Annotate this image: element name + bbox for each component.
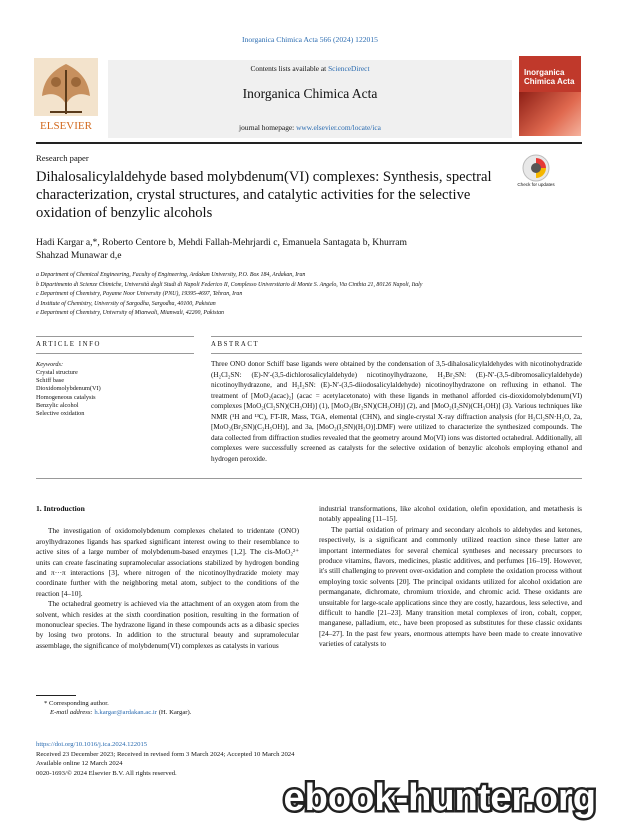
journal-homepage: journal homepage: www.elsevier.com/locate/ica: [239, 123, 381, 132]
article-info-rule-2: [36, 353, 194, 354]
watermark-text: ebook-hunter.org: [283, 777, 596, 819]
email-line: E-mail address: h.kargar@ardakan.ac.ir (H. Kargar).: [50, 709, 192, 716]
keyword: Benzylic alcohol: [36, 401, 79, 409]
journal-reference[interactable]: Inorganica Chimica Acta 566 (2024) 122015: [242, 35, 378, 44]
keyword: Crystal structure: [36, 369, 78, 376]
article-info-rule: [36, 336, 194, 337]
keywords-label: Keywords:: [36, 361, 64, 368]
received-dates: Received 23 December 2023; Received in revised form 3 March 2024; Accepted 10 March 2024: [36, 750, 295, 758]
abstract-rule-2: [211, 353, 582, 354]
paragraph-continued: industrial transformations, like alcohol oxidation, olefin epoxidation, and metathesis is notably appealing [11–15].: [319, 504, 582, 524]
authors-line-1[interactable]: Hadi Kargar a,*, Roberto Centore b, Mehdi Fallah-Mehrjardi c, Emanuela Santagata b, Khurram: [36, 237, 407, 248]
elsevier-logo: [30, 56, 102, 134]
elsevier-wordmark: ELSEVIER: [40, 120, 92, 132]
paragraph: The investigation of oxidomolybdenum complexes chelated to tridentate (ONO) aroylhydrazones ligands has sparked significant interest owing to their resemblance to active sites of a large number of molybdenum-based enzymes [1,2]. The cis-MoO₂²⁺ units can create fascinating supramolecular associations stabilized by hydrogen bonding and π···π interactions [3], where nitrogen of the nicotinoylhydrazide moiety may coordinate further with the neighboring metal atom, subject to the conditions of the reaction [4–10].: [36, 526, 299, 598]
abstract-heading: ABSTRACT: [211, 341, 260, 348]
keywords-list: [36, 369, 186, 418]
footnote: [36, 699, 306, 717]
copyright: 0020-1693/© 2024 Elsevier B.V. All rights reserved.: [36, 769, 177, 777]
cover-title-2: Chimica Acta: [524, 77, 575, 86]
authors-line-2[interactable]: Shahzad Munawar d,e: [36, 250, 122, 261]
watermark: [0, 766, 620, 827]
keyword: Selective oxidation: [36, 410, 85, 418]
article-title: Dihalosalicylaldehyde based molybdenum(VI) complexes: Synthesis, spectral characterization, crystal structures, and catalytic activities for the selective oxidation of benzylic alcohols: [36, 169, 492, 222]
header-divider: [36, 142, 582, 144]
article-type: Research paper: [36, 153, 89, 163]
body-column-left: [36, 504, 299, 651]
check-for-updates-icon[interactable]: [521, 153, 551, 183]
journal-title: Inorganica Chimica Acta: [242, 86, 378, 101]
affiliations: [36, 271, 596, 319]
abstract-rule: [211, 336, 582, 337]
keyword: Homogeneous catalysis: [36, 393, 96, 401]
paragraph: The octahedral geometry is achieved via the attachment of an oxygen atom from the solvent, which resides at the sixth coordination position, resulting in the formation of mononuclear species. The hydrazone ligand in these compounds acts as a dibasic species by losing two protons. In addition to the structural beauty and supramolecular assemblage, the significance of molybdenum(VI) complexes as catalysts in various: [36, 599, 299, 650]
section-heading-introduction: 1. Introduction: [36, 504, 85, 513]
paragraph: The partial oxidation of primary and secondary alcohols to aldehydes and ketones, respectively, is a significant and commonly utilized reaction since these latter are important intermediates for several chemical syntheses and necessary precursors to produce vitamins, flavors, medicines, plastic additives, and perfumes [16–19]. However, it's still challenging to prevent over-oxidation and complete the oxidation process without employing toxic solvents [20]. The principal oxidants utilized for alcohol oxidation are permanganate, dichromate, chromium trioxide, and chromic acid. These oxidants are unsuitable for large-scale applications since they are costly, hazardous, less selective, and difficult to handle [21–23]. Many transition metal complexes of iron, cobalt, copper, manganese, palladium, etc., have been proposed as substitutes for these classic oxidants [24–27]. In the past few years, enormous attempts have been made to create innovative varieties of catalysts to: [319, 524, 582, 649]
body-column-right: [319, 504, 582, 650]
corresponding-author-note: * Corresponding author.: [44, 700, 109, 707]
abstract-text: Three ONO donor Schiff base ligands were obtained by the condensation of 3,5-dihalosalicylaldehydes with nicotinohydrazide (H₂Cl₂SN: (E)-N′-(3,5-dichlorosalicylaldehyde) nicotinoylhydrazone, H₂Br₂SN: (E)-N′-(3,5-dibromosalicylaldehyde) nicotinoylhydrazone, and H₂I₂SN: (E)-N′-(3,5-diiodosalicylaldehyde) nicotinoylhydrazone on refluxing in ethanol. The treatment of [MoO₂(acac)₂] (acac = acetylacetonato) with these ligands in methanol afforded cis-dioxidomolybdenum(VI) complexes [MoO₂(Cl₂SN)(CH₃OH)] (1), [MoO₂(Br₂SN)(CH₃OH)] (2), and [MoO₂(I₂SN)(CH₃OH)] (3). Various techniques like NMR (¹H and ¹³C), FT-IR, Mass, TGA, elemental (CHN), and single-crystal X-ray diffraction analysis (for H₂Cl₂SN·H₂O, 2a, [MoO₂(Br₂SN)(C₂H₅OH)], and 3a, [MoO₂(I₂SN)(H₂O)].DMF) were utilized to characterize the synthesized compounds. The data collected from diffraction studies revealed that the geometry around Mo(VI) ions was distorted octahedral. Additionally, all complexes were successfully screened as catalysts for the selective oxidation of benzylic alcohols employing ethanol and hydrogen peroxide.: [211, 360, 582, 463]
journal-cover-thumbnail[interactable]: [519, 56, 581, 136]
cover-title-1: Inorganica: [524, 68, 565, 77]
contents-line: Contents lists available at ScienceDirect: [250, 64, 370, 73]
doi-link[interactable]: https://doi.org/10.1016/j.ica.2024.122015: [36, 741, 148, 748]
abstract-bottom-rule: [36, 478, 582, 479]
affiliation-a: a Department of Chemical Engineering, Faculty of Engineering, Ardakan University, P.O. Box 184, Ardakan, Iran: [36, 272, 306, 278]
keyword: Dioxidomolybdenum(VI): [36, 385, 101, 393]
author-list: [36, 236, 576, 262]
cover-artwork: [519, 92, 581, 136]
keyword: Schiff base: [36, 377, 65, 385]
email-link[interactable]: h.kargar@ardakan.ac.ir: [94, 709, 158, 716]
affiliation-d: d Institute of Chemistry, University of Sargodha, Sargodha, 40100, Pakistan: [36, 300, 216, 307]
sciencedirect-link[interactable]: ScienceDirect: [328, 64, 370, 73]
affiliation-c: c Department of Chemistry, Payame Noor University (PNU), 19395-4697, Tehran, Iran: [36, 291, 243, 298]
article-info-heading: ARTICLE INFO: [36, 341, 102, 348]
available-online: Available online 12 March 2024: [36, 760, 123, 768]
homepage-link[interactable]: www.elsevier.com/locate/ica: [296, 123, 381, 132]
affiliation-b: b Dipartimento di Scienze Chimiche, Università degli Studi di Napoli Federico II, Complesso Universitario di Monte S. Angelo, Via Cinthia 21, 80126 Napoli, Italy: [36, 281, 423, 288]
footnote-rule: [36, 695, 76, 696]
check-for-updates-label[interactable]: Check for updates: [517, 182, 555, 187]
affiliation-e: e Department of Chemistry, University of Mianwali, Mianwali, 42200, Pakistan: [36, 310, 224, 317]
